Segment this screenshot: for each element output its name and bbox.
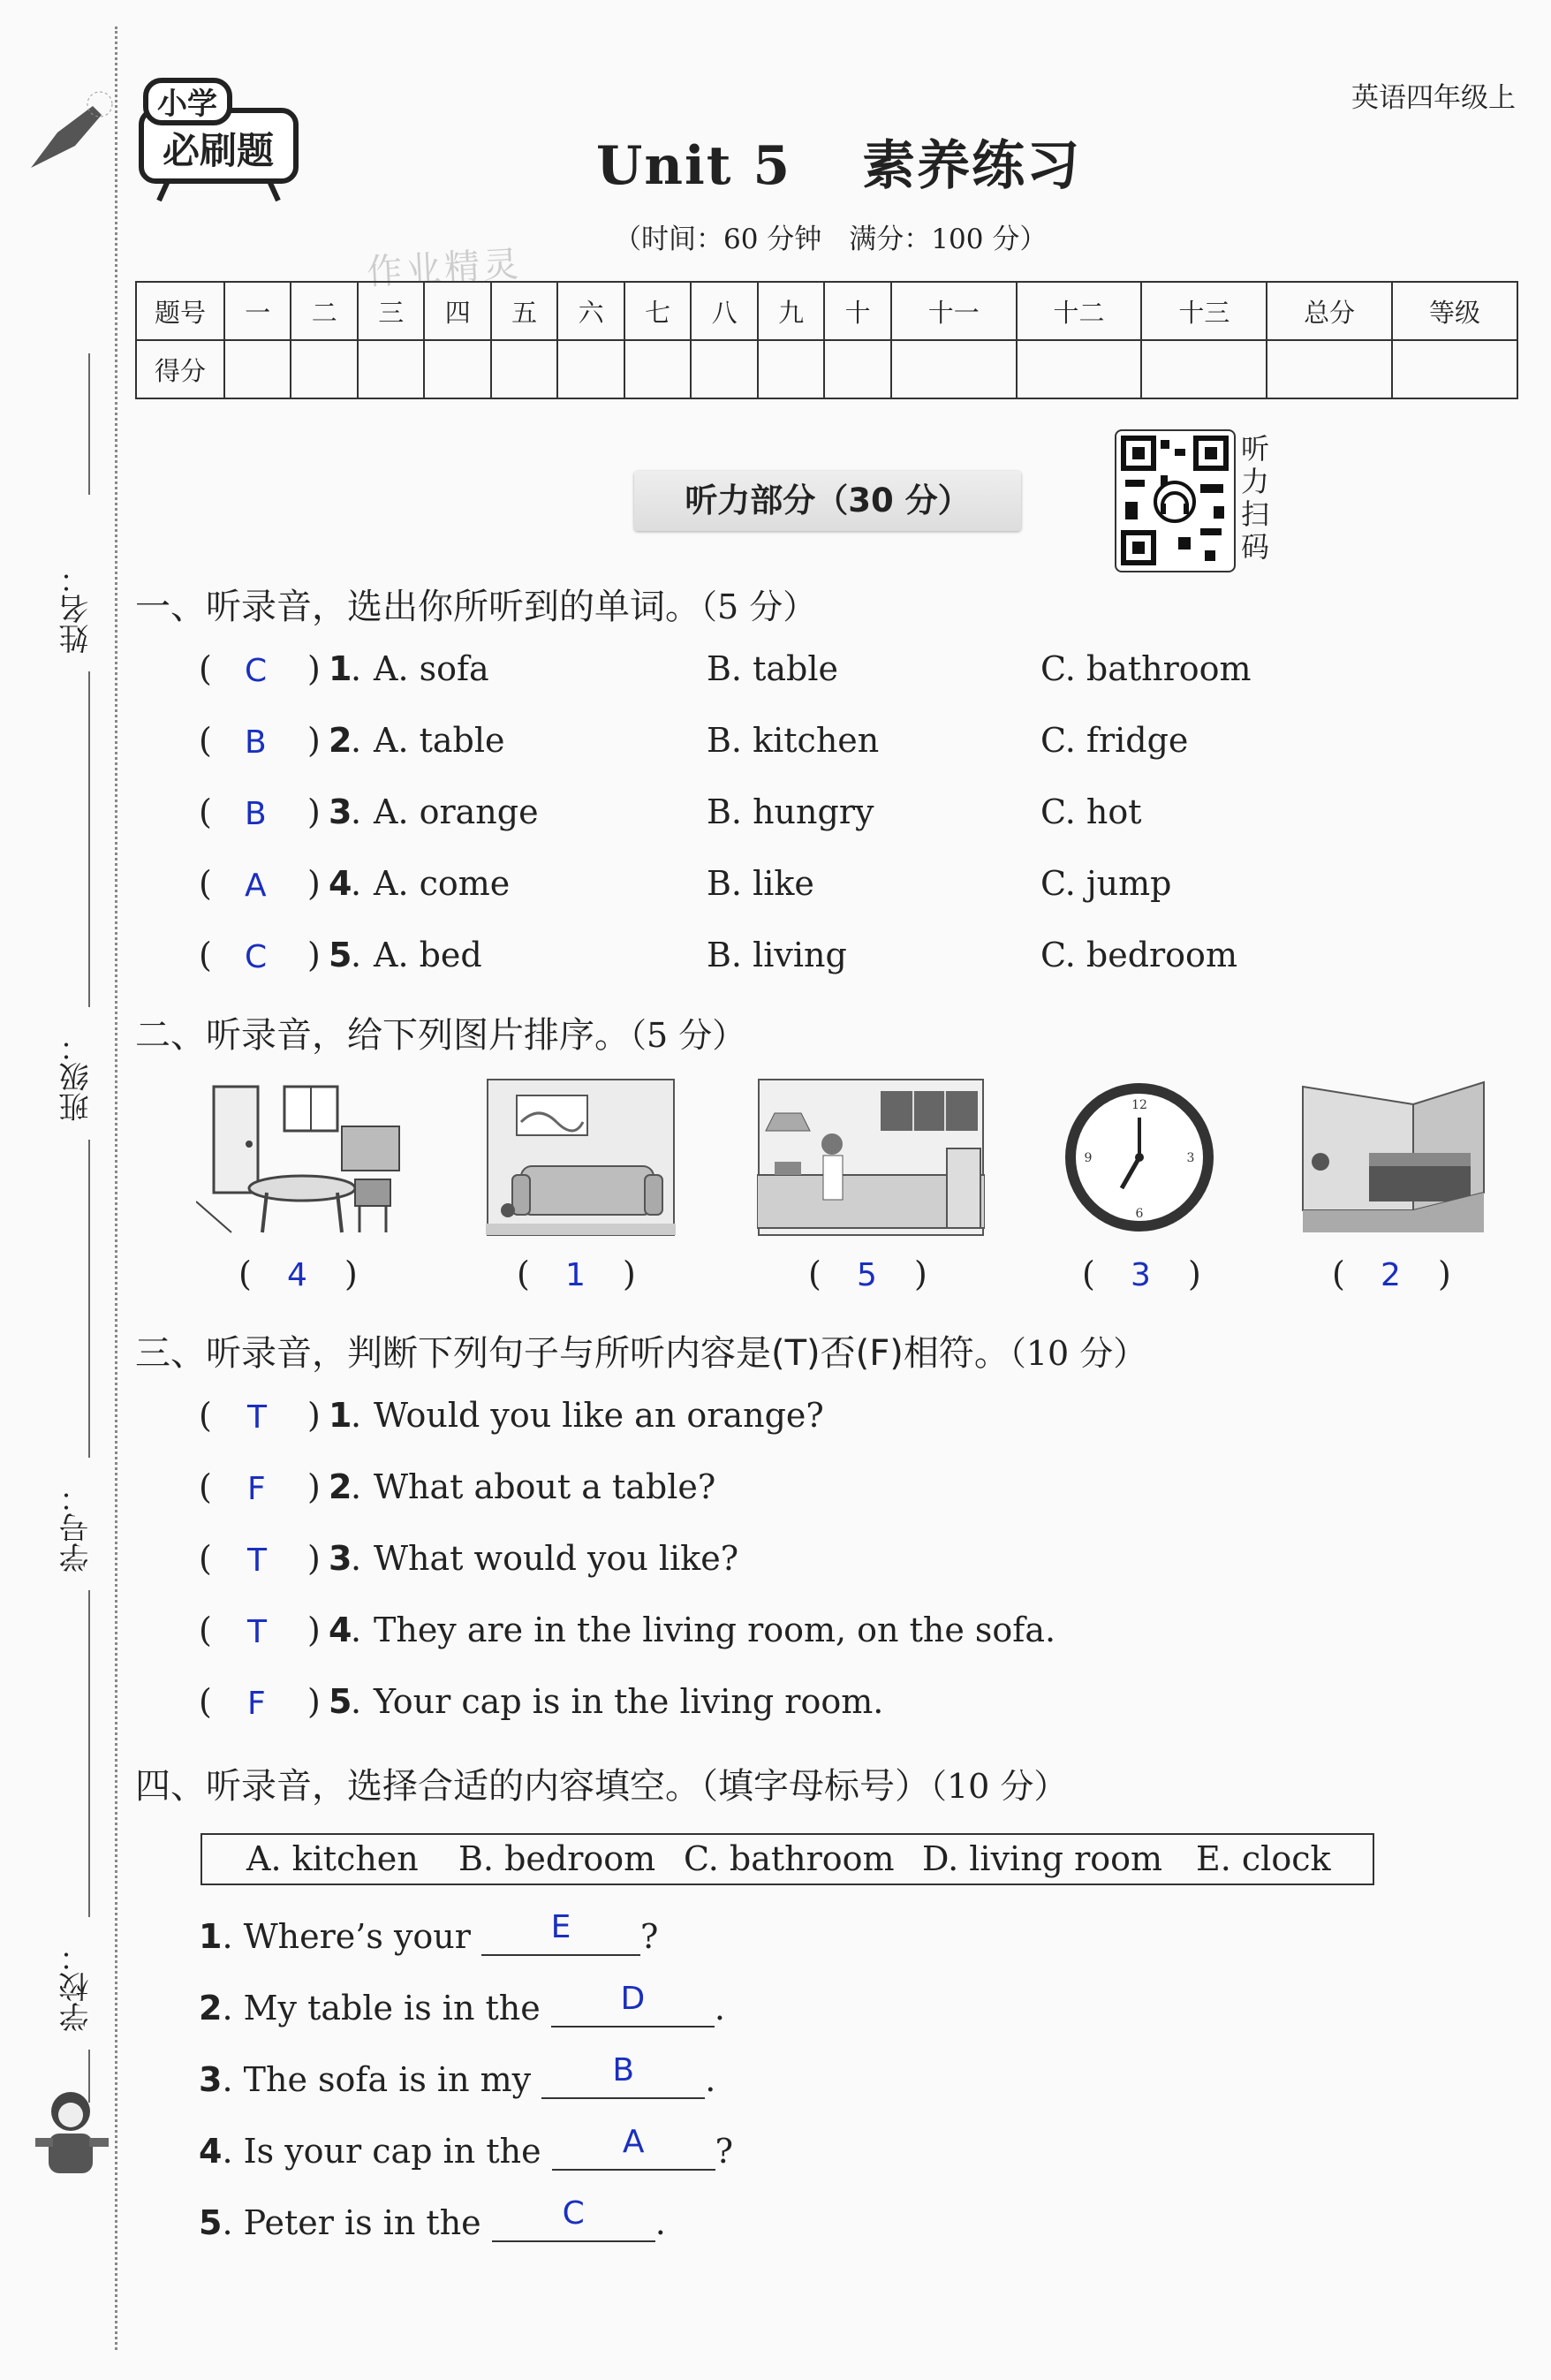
option-c: C. bathroom — [1040, 649, 1252, 688]
student-no-label: 学号： — [59, 1482, 95, 1573]
question-number: 4 — [329, 864, 352, 903]
answer-input[interactable]: T — [247, 1614, 267, 1650]
score-table — [135, 281, 1518, 399]
page-title — [596, 124, 1081, 200]
answer-input[interactable]: B — [245, 796, 267, 832]
score-cell[interactable] — [224, 340, 291, 398]
word-option: C. bathroom — [684, 1839, 895, 1878]
number-dot: . — [351, 792, 362, 831]
svg-text:12: 12 — [1131, 1098, 1147, 1112]
score-col: 六 — [557, 282, 624, 340]
paren-close: ) — [307, 864, 321, 903]
paren-close: ) — [307, 1611, 321, 1649]
paren-open: ( — [1332, 1254, 1345, 1293]
spacer — [541, 1989, 551, 2028]
option-a: A. sofa — [374, 649, 489, 688]
sentence-start: Where’s your — [243, 1917, 471, 1956]
choice-question — [199, 649, 1435, 702]
section3-title: 三、听录音，判断下列句子与所听内容是(T)否(F)相符。 — [135, 1333, 1010, 1374]
question-number: 1 — [199, 1917, 223, 1956]
fill-blank-question — [199, 2052, 716, 2099]
paren-open: ( — [517, 1254, 530, 1293]
fill-blank-question — [199, 1981, 725, 2028]
section1-heading — [135, 579, 816, 629]
score-table-score-label: 得分 — [136, 340, 224, 398]
order-input[interactable]: 1 — [565, 1257, 586, 1293]
qr-code-icon[interactable] — [1115, 429, 1236, 572]
choice-question — [199, 864, 1435, 917]
option-c: C. hot — [1040, 792, 1142, 831]
sentence-end: ? — [640, 1917, 659, 1956]
answer-value: C — [562, 2195, 585, 2232]
logo-text-top: 小学 — [157, 87, 217, 122]
name-line — [88, 353, 90, 495]
section3-points: （10 分） — [1009, 1334, 1147, 1373]
word-option: B. bedroom — [458, 1839, 656, 1878]
score-cell[interactable] — [758, 340, 824, 398]
logo-text-main: 必刷题 — [162, 129, 275, 172]
answer-blank[interactable] — [552, 2124, 715, 2171]
spacer — [481, 2203, 492, 2242]
section2-points: （5 分） — [630, 1016, 746, 1055]
answer-blank[interactable] — [541, 2052, 705, 2099]
score-cell[interactable] — [1392, 340, 1517, 398]
section4-title: 四、听录音，选择合适的内容填空。（填字母标号） — [135, 1766, 930, 1807]
section2-heading — [135, 1007, 745, 1057]
option-c: C. jump — [1040, 864, 1172, 903]
score-table-score-row — [136, 340, 1517, 398]
option-a: A. orange — [374, 792, 539, 831]
number-dot: . — [351, 936, 362, 974]
class-label: 班级： — [59, 1032, 95, 1122]
number-dot: . — [351, 864, 362, 903]
section1-points: （5 分） — [700, 587, 817, 626]
score-cell[interactable] — [824, 340, 890, 398]
paren-close: ) — [307, 721, 321, 760]
score-col: 二 — [291, 282, 357, 340]
statement-text: Would you like an orange? — [374, 1396, 824, 1435]
choice-question — [199, 721, 1435, 774]
score-col: 十二 — [1017, 282, 1142, 340]
answer-input[interactable]: B — [245, 724, 267, 761]
score-cell[interactable] — [624, 340, 691, 398]
paren-close: ) — [307, 792, 321, 831]
score-col: 十一 — [891, 282, 1017, 340]
question-number: 2 — [329, 1467, 352, 1506]
time-score-info: （时间：60 分钟 满分：100 分） — [614, 224, 1048, 255]
paren-close: ) — [307, 1467, 321, 1506]
option-a: A. bed — [374, 936, 482, 974]
score-col: 等级 — [1392, 282, 1517, 340]
question-number: 5 — [329, 1682, 352, 1721]
question-number: 2 — [199, 1989, 223, 2028]
number-dot: . — [222, 1989, 244, 2028]
statement-text: Your cap is in the living room. — [374, 1682, 884, 1721]
number-dot: . — [351, 649, 362, 688]
sentence-start: Peter is in the — [243, 2203, 481, 2242]
dining-room-picture — [196, 1078, 417, 1237]
svg-text:9: 9 — [1084, 1151, 1093, 1165]
question-number: 4 — [199, 2132, 223, 2171]
watermark: 作业精灵 — [366, 244, 524, 293]
number-dot: . — [351, 1396, 362, 1435]
name-label: 姓名： — [59, 564, 95, 654]
statement-text: They are in the living room, on the sofa. — [374, 1611, 1056, 1649]
answer-value: A — [622, 2124, 645, 2160]
spacer — [541, 2132, 552, 2171]
paren-open: ( — [1082, 1254, 1095, 1293]
svg-text:3: 3 — [1186, 1151, 1195, 1165]
fill-blank-question — [199, 1909, 659, 1956]
number-dot: . — [222, 2203, 244, 2242]
paren-close: ) — [307, 1396, 321, 1435]
word-bank — [200, 1833, 1374, 1885]
answer-value: D — [620, 1981, 646, 2017]
spacer — [471, 1917, 481, 1956]
word-option: E. clock — [1196, 1839, 1331, 1878]
paren-close: ) — [307, 1682, 321, 1721]
number-dot: . — [351, 1611, 362, 1649]
question-number: 4 — [329, 1611, 352, 1649]
paren-open: ( — [199, 1611, 212, 1649]
number-dot: . — [222, 2132, 244, 2171]
listening-banner: 听力部分（30 分） — [634, 471, 1021, 531]
kitchen-picture — [757, 1078, 985, 1237]
answer-input[interactable]: F — [247, 1471, 266, 1507]
sentence-start: My table is in the — [243, 1989, 541, 2028]
paren-open: ( — [199, 1539, 212, 1578]
option-b: B. table — [707, 649, 838, 688]
name-line-lower — [88, 671, 90, 1007]
score-col: 四 — [424, 282, 490, 340]
word-option: D. living room — [922, 1839, 1163, 1878]
true-false-question — [199, 1682, 1435, 1735]
number-dot: . — [351, 1682, 362, 1721]
question-number: 5 — [329, 936, 352, 974]
statement-text: What about a table? — [374, 1467, 716, 1506]
paren-open: ( — [199, 936, 212, 974]
score-cell[interactable] — [291, 340, 357, 398]
score-cell[interactable] — [1267, 340, 1392, 398]
question-number: 1 — [329, 649, 352, 688]
paren-close: ) — [307, 1539, 321, 1578]
class-line — [88, 1140, 90, 1458]
sentence-end: . — [654, 2203, 666, 2242]
score-col: 七 — [624, 282, 691, 340]
score-cell[interactable] — [891, 340, 1017, 398]
choice-question — [199, 792, 1435, 845]
paren-open: ( — [808, 1254, 821, 1293]
bedroom-picture — [1298, 1078, 1488, 1237]
sentence-end: . — [714, 1989, 725, 2028]
sentence-start: Is your cap in the — [243, 2132, 541, 2171]
fill-blank-question — [199, 2124, 734, 2171]
grade-label: 英语四年级上 — [1351, 82, 1516, 114]
answer-input[interactable]: C — [245, 653, 268, 689]
true-false-question — [199, 1611, 1435, 1664]
number-dot: . — [222, 1917, 244, 1956]
paren-open: ( — [199, 1467, 212, 1506]
option-b: B. kitchen — [707, 721, 880, 760]
school-label: 学校： — [59, 1942, 95, 2032]
paren-open: ( — [238, 1254, 252, 1293]
sentence-end: ? — [715, 2132, 734, 2171]
answer-input[interactable]: T — [247, 1542, 267, 1579]
score-cell[interactable] — [1141, 340, 1267, 398]
question-number: 3 — [199, 2060, 223, 2099]
unit-label: Unit 5 — [596, 135, 792, 197]
paren-close: ) — [1438, 1254, 1451, 1293]
option-b: B. hungry — [707, 792, 874, 831]
answer-value: B — [612, 2052, 635, 2088]
score-cell[interactable] — [358, 340, 424, 398]
option-b: B. like — [707, 864, 814, 903]
answer-input[interactable]: F — [247, 1686, 266, 1722]
score-col: 总分 — [1267, 282, 1392, 340]
sentence-end: . — [705, 2060, 716, 2099]
question-number: 3 — [329, 792, 352, 831]
score-table-header-row — [136, 282, 1517, 340]
sentence-start: The sofa is in my — [243, 2060, 532, 2099]
order-input[interactable]: 2 — [1381, 1257, 1401, 1293]
order-input[interactable]: 3 — [1131, 1257, 1151, 1293]
paren-close: ) — [307, 936, 321, 974]
true-false-question — [199, 1539, 1435, 1592]
score-col: 十三 — [1141, 282, 1267, 340]
paren-open: ( — [199, 864, 212, 903]
option-c: C. fridge — [1040, 721, 1189, 760]
score-cell[interactable] — [1017, 340, 1142, 398]
number-dot: . — [222, 2060, 244, 2099]
option-c: C. bedroom — [1040, 936, 1237, 974]
paren-close: ) — [1188, 1254, 1201, 1293]
pencil-icon — [22, 80, 119, 177]
student-no-line — [88, 1590, 90, 1917]
paren-open: ( — [199, 1682, 212, 1721]
answer-input[interactable]: A — [245, 868, 267, 904]
section4-heading — [135, 1758, 1067, 1808]
clock-picture — [1060, 1078, 1219, 1237]
answer-blank[interactable] — [481, 1909, 640, 1956]
score-col: 八 — [691, 282, 757, 340]
score-col: 三 — [358, 282, 424, 340]
question-number: 3 — [329, 1539, 352, 1578]
paren-close: ) — [344, 1254, 358, 1293]
true-false-question — [199, 1396, 1435, 1449]
number-dot: . — [351, 1467, 362, 1506]
statement-text: What would you like? — [374, 1539, 739, 1578]
section1-title: 一、听录音，选出你所听到的单词。 — [135, 587, 700, 627]
paren-close: ) — [914, 1254, 927, 1293]
svg-text:6: 6 — [1135, 1207, 1144, 1221]
paren-open: ( — [199, 792, 212, 831]
paren-open: ( — [199, 649, 212, 688]
qr-label: 听力扫码 — [1241, 432, 1270, 564]
score-cell[interactable] — [424, 340, 490, 398]
true-false-question — [199, 1467, 1435, 1520]
option-b: B. living — [707, 936, 847, 974]
answer-blank[interactable] — [551, 1981, 715, 2028]
cartoon-character-icon — [22, 2085, 119, 2191]
section4-points: （10 分） — [930, 1767, 1068, 1806]
logo — [137, 75, 300, 203]
question-number: 5 — [199, 2203, 223, 2242]
paren-open: ( — [199, 1396, 212, 1435]
number-dot: . — [351, 1539, 362, 1578]
answer-input[interactable]: C — [245, 939, 268, 975]
score-col: 五 — [491, 282, 557, 340]
paren-close: ) — [623, 1254, 636, 1293]
question-number: 2 — [329, 721, 352, 760]
number-dot: . — [351, 721, 362, 760]
option-a: A. table — [374, 721, 505, 760]
answer-blank[interactable] — [492, 2195, 655, 2242]
score-cell[interactable] — [491, 340, 557, 398]
answer-input[interactable]: T — [247, 1399, 267, 1436]
score-col: 十 — [824, 282, 890, 340]
score-col: 九 — [758, 282, 824, 340]
paren-open: ( — [199, 721, 212, 760]
binding-dotted-line — [115, 27, 117, 2350]
word-option: A. kitchen — [246, 1839, 419, 1878]
score-cell[interactable] — [557, 340, 624, 398]
title-label: 素养练习 — [862, 135, 1082, 197]
order-input[interactable]: 4 — [287, 1257, 307, 1293]
section3-heading — [135, 1325, 1146, 1376]
fill-blank-question — [199, 2195, 666, 2242]
order-input[interactable]: 5 — [857, 1257, 877, 1293]
score-col: 一 — [224, 282, 291, 340]
question-number: 1 — [329, 1396, 352, 1435]
score-cell[interactable] — [691, 340, 757, 398]
section2-title: 二、听录音，给下列图片排序。 — [135, 1015, 630, 1056]
paren-close: ) — [307, 649, 321, 688]
option-a: A. come — [374, 864, 511, 903]
choice-question — [199, 936, 1435, 989]
spacer — [531, 2060, 541, 2099]
score-table-header-label: 题号 — [136, 282, 224, 340]
living-room-picture — [486, 1078, 676, 1237]
answer-value: E — [550, 1909, 571, 1945]
